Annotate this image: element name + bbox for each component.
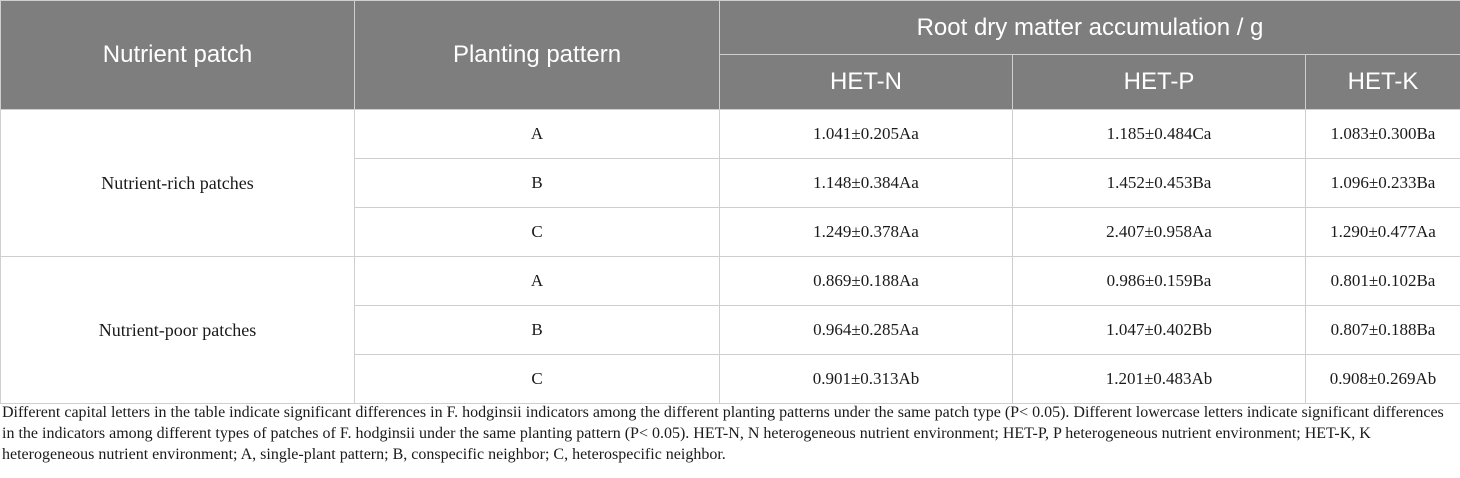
value-cell: 0.801±0.102Ba [1306,257,1460,306]
header-planting-pattern: Planting pattern [355,1,720,110]
table-row [1,110,1460,159]
table-row [1,257,1460,306]
header-het-p: HET-P [1013,55,1306,110]
pattern-cell: A [355,257,720,306]
header-het-n: HET-N [720,55,1013,110]
pattern-cell: A [355,110,720,159]
table-footnote: Different capital letters in the table indicate significant differences in F. hodginsii indicators among the different planting patterns under the same patch type (P< 0.05). Different lowercase letters indicate significant differences in the indicators among different types of patches of F. hodginsii under the same planting pattern (P< 0.05). HET-N, N heterogeneous nutrient environment; HET-P, P heterogeneous nutrient environment; HET-K, K heterogeneous nutrient environment; A, single-plant pattern; B, conspecific neighbor; C, heterospecific neighbor. [2,404,1444,463]
value-cell: 0.986±0.159Ba [1013,257,1306,306]
value-cell: 2.407±0.958Aa [1013,208,1306,257]
value-cell: 1.201±0.483Ab [1013,355,1306,404]
patch-label: Nutrient-rich patches [1,110,355,257]
patch-label: Nutrient-poor patches [1,257,355,404]
value-cell: 0.807±0.188Ba [1306,306,1460,355]
value-cell: 1.185±0.484Ca [1013,110,1306,159]
header-nutrient-patch: Nutrient patch [1,1,355,110]
value-cell: 1.047±0.402Bb [1013,306,1306,355]
pattern-cell: C [355,208,720,257]
value-cell: 0.964±0.285Aa [720,306,1013,355]
header-root-dry-matter: Root dry matter accumulation / g [720,1,1460,55]
value-cell: 0.908±0.269Ab [1306,355,1460,404]
value-cell: 0.869±0.188Aa [720,257,1013,306]
value-cell: 1.041±0.205Aa [720,110,1013,159]
pattern-cell: C [355,355,720,404]
value-cell: 1.452±0.453Ba [1013,159,1306,208]
header-het-k: HET-K [1306,55,1460,110]
pattern-cell: B [355,159,720,208]
value-cell: 1.083±0.300Ba [1306,110,1460,159]
pattern-cell: B [355,306,720,355]
value-cell: 0.901±0.313Ab [720,355,1013,404]
value-cell: 1.148±0.384Aa [720,159,1013,208]
value-cell: 1.096±0.233Ba [1306,159,1460,208]
value-cell: 1.249±0.378Aa [720,208,1013,257]
value-cell: 1.290±0.477Aa [1306,208,1460,257]
